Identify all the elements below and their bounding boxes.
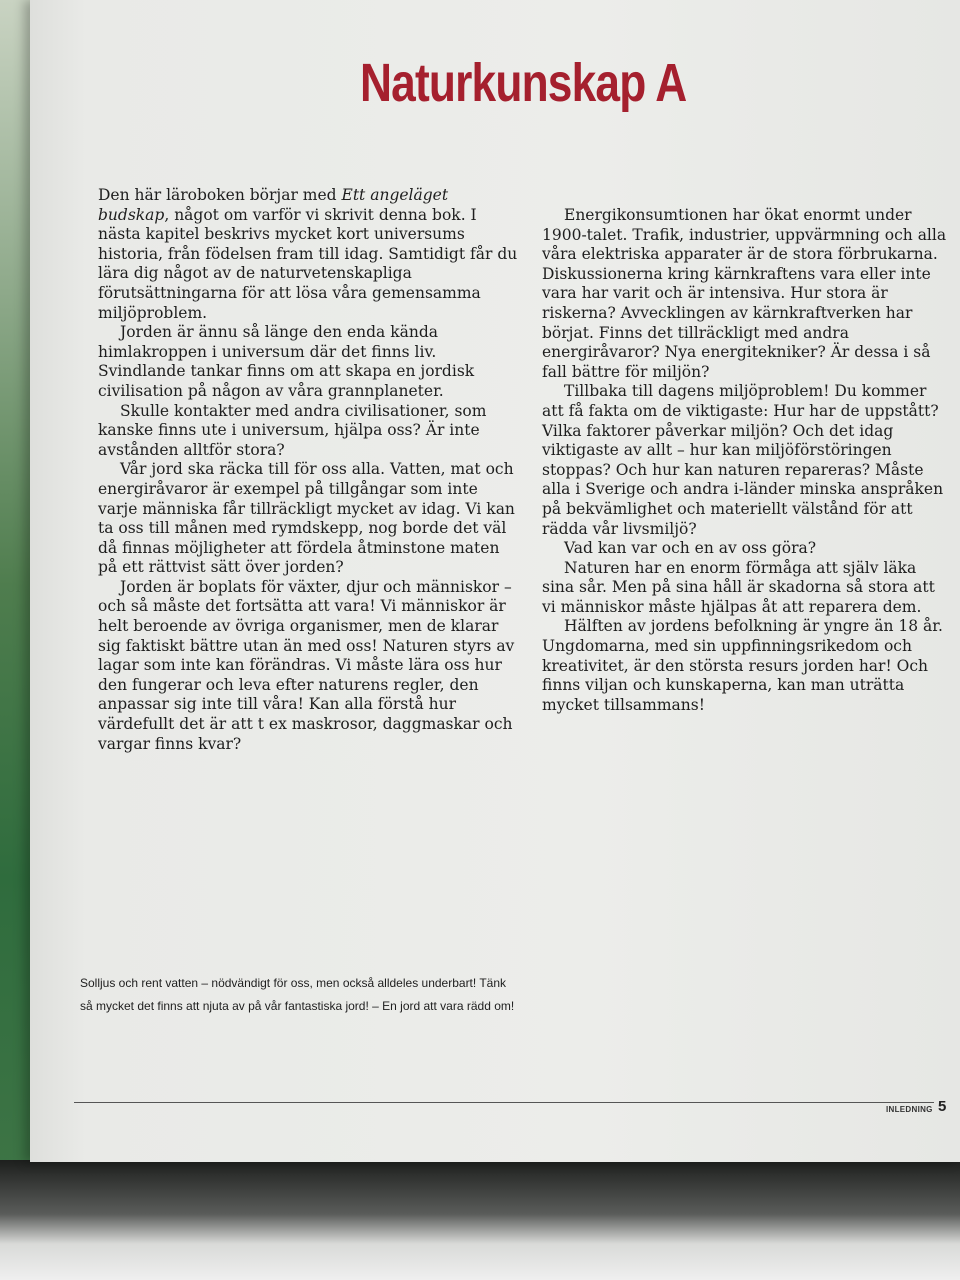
paragraph: Jorden är boplats för växter, djur och människor – och så måste det fortsätta att vara! Vi människor är helt beroende av övriga organismer, men de klarar sig faktiskt bättre utan än med oss! Naturen styrs av lagar som inte kan förändras. Vi måste lära oss hur den fungerar och leva efter naturens regler, den anpassar sig inte till våra! Kan alla förstå hur värdefullt det är att t ex maskrosor, daggmaskar och vargar finns kvar? xyxy=(98,577,515,753)
paragraph: Jorden är ännu så länge den enda kända himlakroppen i universum där det finns liv. Svindlande tankar finns om att skapa en jordisk civilisation på någon av våra grannplaneter. xyxy=(98,323,475,400)
paragraph: Vår jord ska räcka till för oss alla. Vatten, mat och energiråvaror är exempel på tillgångar som inte varje människa får tillräckligt mycket av idag. Vi kan ta oss till månen med rymdskepp, nog borde det väl då finnas möjligheter att fördela åtminstone maten på ett rättvist sätt över jorden? xyxy=(98,460,515,577)
paragraph: Vad kan var och en av oss göra? xyxy=(564,539,817,558)
right-text-column xyxy=(542,206,952,715)
left-text-column xyxy=(98,186,518,754)
book-section-title: Ett angeläget budskap xyxy=(98,186,449,224)
book-page xyxy=(30,0,960,1162)
section-label: INLEDNING xyxy=(886,1105,933,1114)
paragraph: Skulle kontakter med andra civilisationer, som kanske finns ute i universum, hjälpa oss? Är inte avstånden alltför stora? xyxy=(98,401,487,459)
page-title: Naturkunskap A xyxy=(360,53,687,113)
paragraph: Den här läroboken börjar med Ett angeläget budskap, något om varför vi skrivit denna bok. I nästa kapitel beskrivs mycket kort universums historia, från födelsen fram till idag. Samtidigt får du lära dig något av de naturvetenskapliga förutsättningarna för att lösa våra gemensamma miljöproblem. xyxy=(98,186,518,322)
paragraph: Energikonsumtionen har ökat enormt under 1900-talet. Trafik, industrier, uppvärmning och alla våra elektriska apparater är de stora förbrukarna. Diskussionerna kring kärnkraftens vara eller inte vara har varit och är intensiva. Hur stora är riskerna? Avvecklingen av kärnkraftverken har börjat. Finns det tillräckligt med andra energiråvaror? Nya energitekniker? Är dessa i så fall bättre för miljön? xyxy=(542,206,947,381)
footer-rule xyxy=(74,1102,934,1103)
paragraph: Hälften av jordens befolkning är yngre än 18 år. Ungdomarna, med sin uppfinningsrikedom och kreativitet, är den största resurs jorden har! Och finns viljan och kunskaperna, kan man uträtta mycket tillsammans! xyxy=(542,617,943,714)
paragraph: Naturen har en enorm förmåga att själv läka sina sår. Men på sina håll är skadorna så stora att vi människor måste hjälpas åt att reparera dem. xyxy=(542,558,935,616)
page-number: 5 xyxy=(938,1098,947,1115)
paragraph: Tillbaka till dagens miljöproblem! Du kommer att få fakta om de viktigaste: Hur har de uppstått? Vilka faktorer påverkar miljön? Och det idag viktigaste av allt – hur kan miljöförstöringen stoppas? Och hur kan naturen repareras? Måste alla i Sverige och andra i-länder minska anspråken på bekvämlighet och materiellt välstånd för att rädda vår livsmiljö? xyxy=(542,382,944,538)
image-caption: Solljus och rent vatten – nödvändigt för oss, men också alldeles underbart! Tänk så mycket det finns att njuta av på vår fantastiska jord! – En jord att vara rädd om! xyxy=(80,976,515,1013)
table-surface xyxy=(0,1160,960,1280)
